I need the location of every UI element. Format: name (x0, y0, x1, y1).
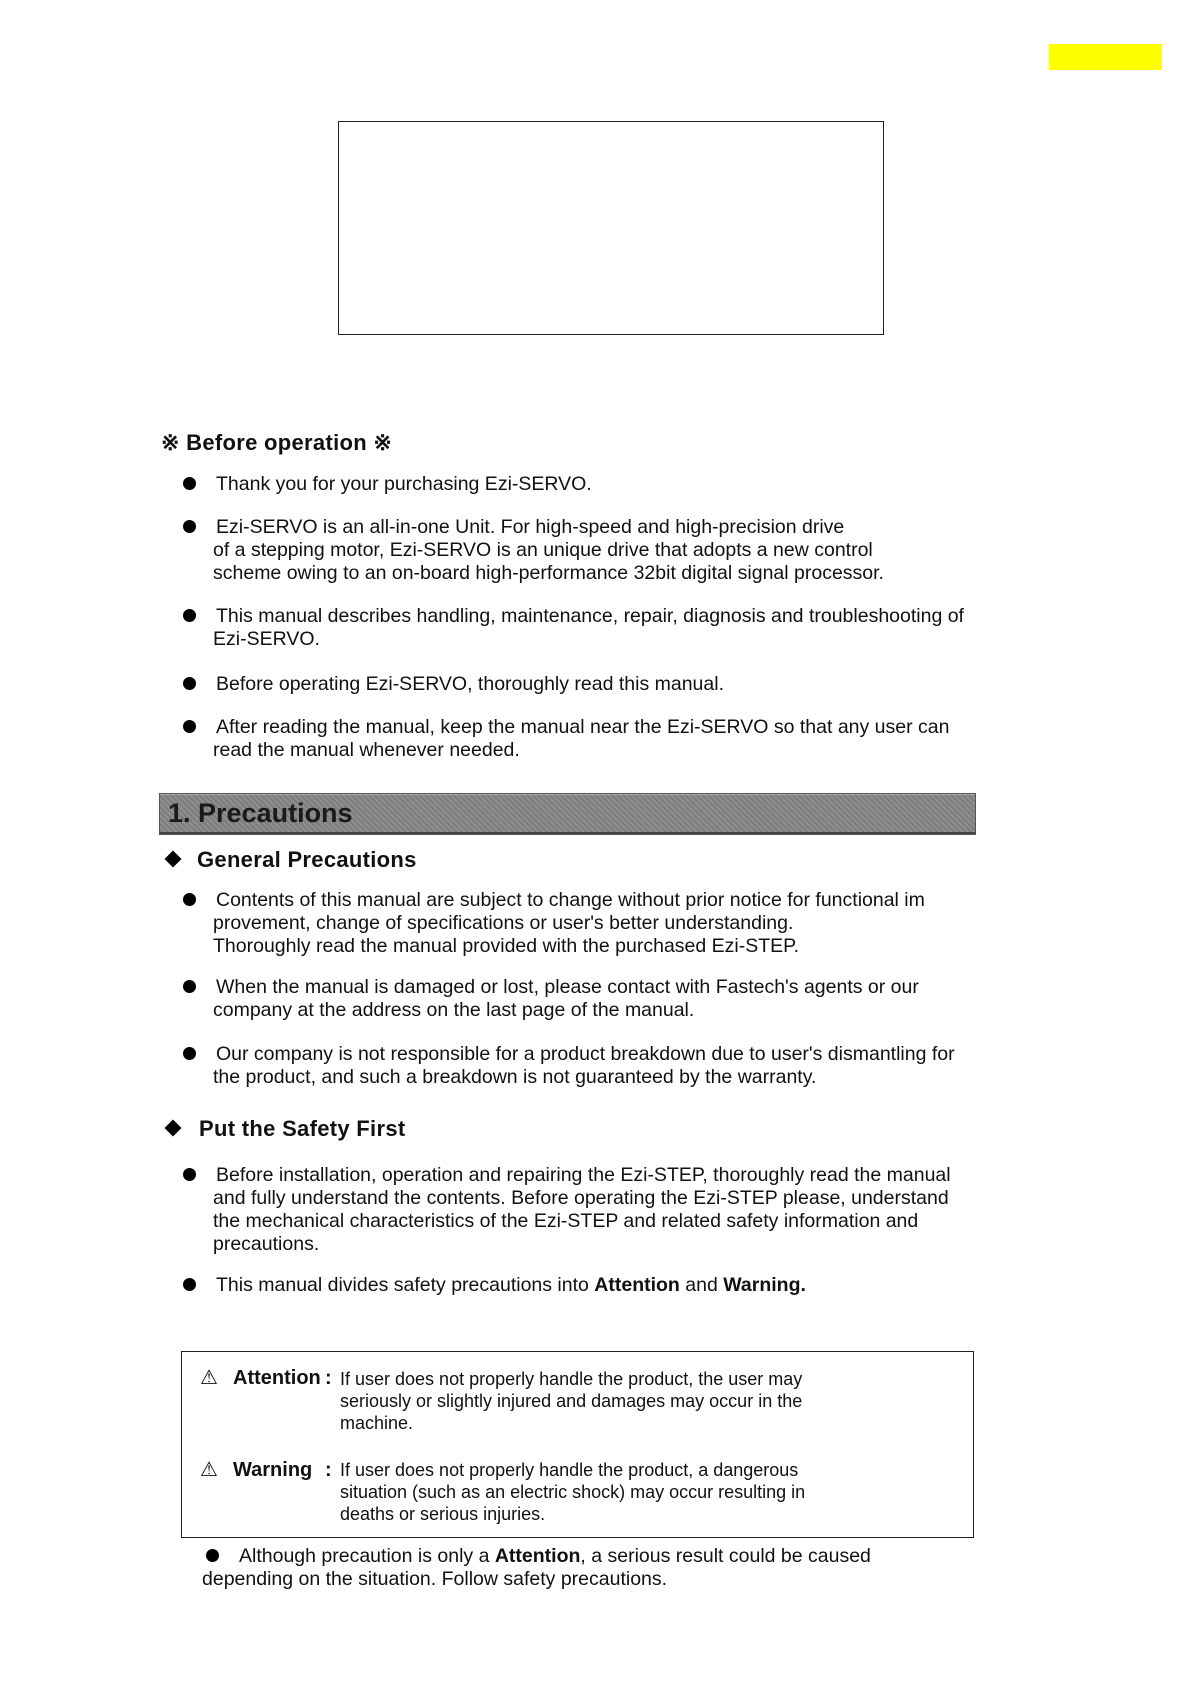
text-line: After reading the manual, keep the manual near the Ezi-SERVO so that any user can (216, 716, 950, 738)
safety-definitions-box (181, 1351, 974, 1538)
text-line: Ezi-SERVO is an all-in-one Unit. For high-speed and high-precision drive (216, 516, 845, 538)
bullet-icon (183, 893, 196, 906)
text-line: scheme owing to an on-board high-performance 32bit digital signal processor. (213, 562, 884, 584)
text-line: deaths or serious injuries. (340, 1504, 546, 1524)
diamond-bullet-icon (165, 1120, 182, 1137)
text-line: Before operating Ezi-SERVO, thoroughly read this manual. (216, 673, 724, 695)
text-line: Before installation, operation and repairing the Ezi-STEP, thoroughly read the manual (216, 1164, 951, 1186)
attention-label: Attention (233, 1367, 321, 1389)
text-line: read the manual whenever needed. (213, 739, 520, 761)
text-line (239, 1545, 871, 1568)
warning-term: Warning (723, 1274, 801, 1296)
attention-term: Attention (494, 1545, 581, 1567)
diamond-bullet-icon (165, 851, 182, 868)
bullet-icon (183, 677, 196, 690)
text-line: Thank you for your purchasing Ezi-SERVO. (216, 473, 592, 495)
warning-triangle-icon: ⚠ (200, 1459, 218, 1481)
text-line: When the manual is damaged or lost, please contact with Fastech's agents or our (216, 976, 919, 998)
text-line: Our company is not responsible for a product breakdown due to user's dismantling for (216, 1043, 955, 1065)
text-line: precautions. (213, 1233, 320, 1255)
text-line: If user does not properly handle the product, the user may (340, 1369, 803, 1389)
bullet-icon (183, 477, 196, 490)
text-line: company at the address on the last page of the manual. (213, 999, 695, 1021)
warning-triangle-icon: ⚠ (200, 1367, 218, 1389)
yellow-marker (1049, 44, 1162, 70)
text-line: Thoroughly read the manual provided with the purchased Ezi-STEP. (213, 935, 800, 957)
text-line: situation (such as an electric shock) may occur resulting in (340, 1482, 806, 1502)
bullet-icon (206, 1549, 219, 1562)
before-operation-heading: ※ Before operation ※ (161, 430, 393, 455)
text: , a serious result could be caused (580, 1545, 871, 1567)
text-line: depending on the situation. Follow safety precautions. (202, 1568, 668, 1590)
text-line: of a stepping motor, Ezi-SERVO is an unique drive that adopts a new control (213, 539, 873, 561)
text: This manual divides safety precautions into (216, 1274, 595, 1296)
bullet-icon (183, 609, 196, 622)
bullet-icon (183, 1047, 196, 1060)
text-line: If user does not properly handle the product, a dangerous (340, 1460, 799, 1480)
attention-term: Attention (594, 1274, 680, 1296)
colon: : (325, 1367, 332, 1389)
section-title: 1. Precautions (168, 798, 353, 828)
safety-first-heading: Put the Safety First (199, 1116, 406, 1141)
text-line: and fully understand the contents. Before operating the Ezi-STEP please, understand (213, 1187, 949, 1209)
text-line: Contents of this manual are subject to change without prior notice for functional im (216, 889, 925, 911)
general-precautions-heading: General Precautions (197, 847, 417, 872)
text-line (216, 1274, 806, 1297)
text-line: This manual describes handling, maintenance, repair, diagnosis and troubleshooting of (216, 605, 964, 627)
text-line: the product, and such a breakdown is not guaranteed by the warranty. (213, 1066, 817, 1088)
text: Although precaution is only a (239, 1545, 495, 1567)
text: and (679, 1274, 724, 1296)
text-line: the mechanical characteristics of the Ezi-STEP and related safety information and (213, 1210, 919, 1232)
text-line: provement, change of specifications or user's better understanding. (213, 912, 794, 934)
bullet-icon (183, 720, 196, 733)
text: . (800, 1274, 806, 1296)
blank-frame (338, 121, 884, 335)
bullet-icon (183, 1168, 196, 1181)
bullet-icon (183, 520, 196, 533)
section-header-bar (159, 793, 976, 835)
warning-label: Warning (233, 1459, 313, 1481)
bullet-icon (183, 980, 196, 993)
text-line: Ezi-SERVO. (213, 628, 320, 650)
text-line: machine. (340, 1413, 414, 1433)
text-line: seriously or slightly injured and damages may occur in the (340, 1391, 803, 1411)
bullet-icon (183, 1278, 196, 1291)
colon: : (325, 1459, 332, 1481)
